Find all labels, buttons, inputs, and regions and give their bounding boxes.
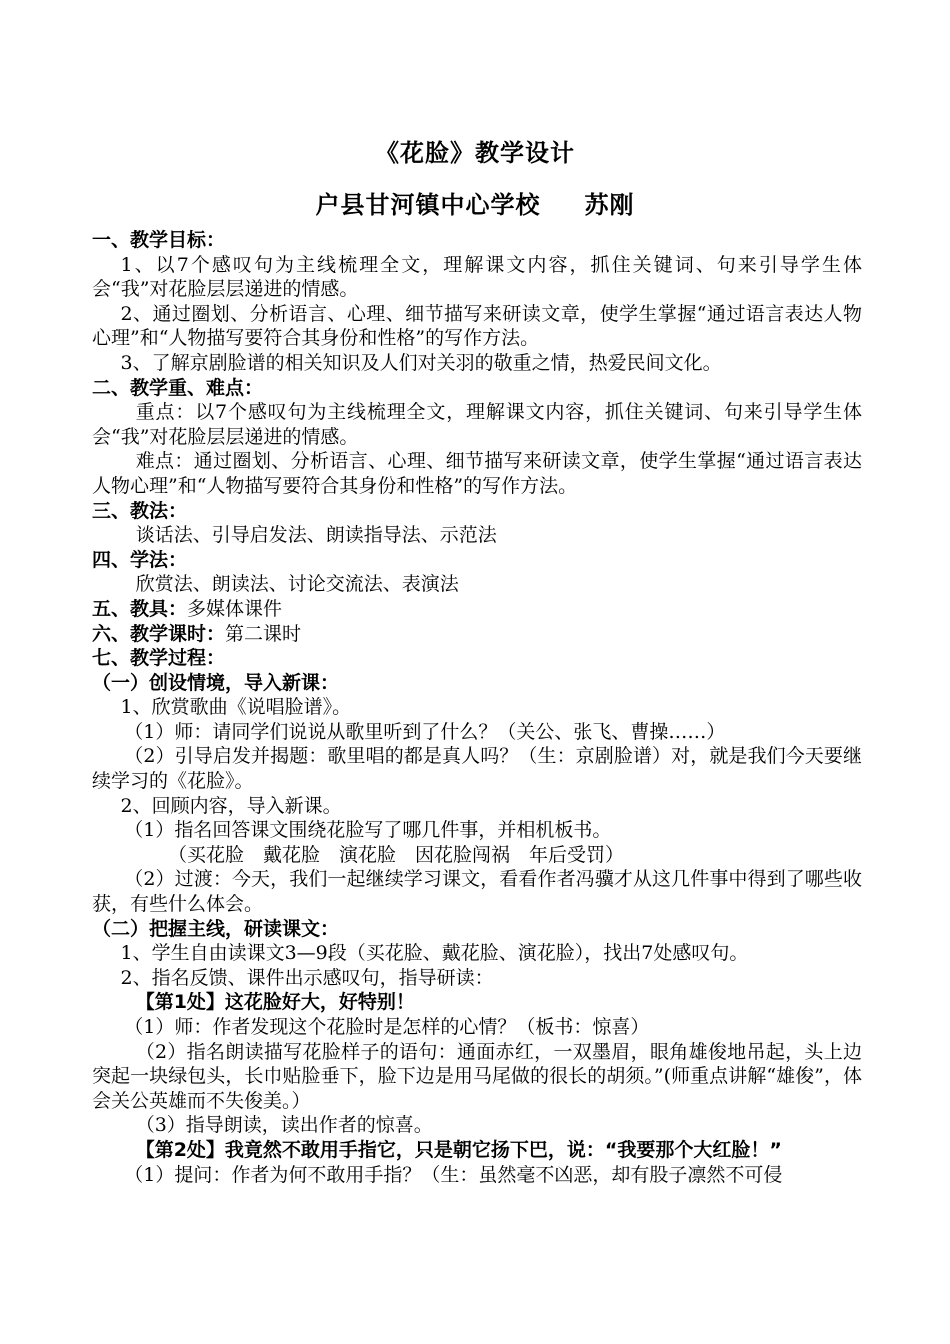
author-line [0, 185, 950, 220]
exclamation-1-text: 这花脸好大，好特别！ [224, 991, 415, 1014]
exclamation-2 [92, 1138, 862, 1163]
exclamation-2-text: 我竟然不敢用手指它，只是朝它扬下巴，说：“我要那个大红脸！” [224, 1138, 782, 1161]
exclamation-2-label: 【第2处】 [135, 1138, 225, 1161]
section-heading-teaching-methods: 三、教法： [92, 499, 188, 522]
part-1-step-1: 1、欣赏歌曲《说唱脸谱》。 [120, 696, 352, 719]
goal-1: 1、以7个感叹句为主线梳理全文，理解课文内容，抓住关键词、句来引导学生体会“我”对花脸层层递进的情感。 [92, 253, 862, 301]
section-heading-key-points: 二、教学重、难点： [92, 376, 264, 399]
exclamation-1-question-3: （3）指导朗读，读出作者的惊喜。 [135, 1114, 433, 1137]
class-hours-text: 第二课时 [225, 622, 302, 645]
document-title: 《花脸》教学设计 [375, 139, 575, 167]
school-name: 户县甘河镇中心学校 [315, 191, 541, 219]
part-1-question-2: （2）引导启发并揭题：歌里唱的都是真人吗？（生：京剧脸谱）对，就是我们今天要继续学习的《花脸》。 [92, 745, 862, 793]
section-teaching-aids [92, 597, 862, 622]
exclamation-1-label: 【第1处】 [135, 991, 225, 1014]
section-heading-process: 七、教学过程： [92, 647, 226, 670]
exclamation-1-question-1: （1）师：作者发现这个花脸时是怎样的心情？（板书：惊喜） [124, 1016, 650, 1038]
section-heading-goals: 一、教学目标： [92, 229, 226, 251]
exclamation-2-question-1: （1）提问：作者为何不敢用手指？（生：虽然毫不凶恶，却有股子凛然不可侵 [124, 1163, 783, 1186]
goal-3: 3、了解京剧脸谱的相关知识及人们对关羽的敬重之情，热爱民间文化。 [120, 351, 722, 374]
difficult-point-text: 难点：通过圈划、分析语言、心理、细节描写来研读文章，使学生掌握“通过语言表达人物心理”和“人物描写要符合其身份和性格”的写作方法。 [92, 450, 862, 497]
part-1-heading: （一）创设情境，导入新课： [92, 671, 340, 694]
author-name: 苏刚 [584, 191, 635, 219]
section-heading-teaching-aids: 五、教具： [92, 597, 188, 620]
part-1-question-1: （1）师：请同学们说说从歌里听到了什么？（关公、张飞、曹操……） [124, 720, 726, 743]
part-2-heading: （二）把握主线，研读课文： [92, 917, 340, 940]
section-class-hours [92, 622, 862, 647]
part-1-step-2: 2、回顾内容，导入新课。 [120, 794, 342, 817]
teaching-aids-text: 多媒体课件 [187, 597, 283, 620]
part-1-question-3: （1）指名回答课文围绕花脸写了哪几件事，并相机板书。 [124, 819, 612, 842]
board-notes: （买花脸 戴花脸 演花脸 因花脸闯祸 年后受罚） [168, 843, 625, 866]
part-1-question-4: （2）过渡：今天，我们一起继续学习课文，看看作者冯骥才从这几件事中得到了哪些收获，有些什么体会。 [92, 868, 862, 916]
part-2-step-1: 1、学生自由读课文3—9段（买花脸、戴花脸、演花脸），找出7处感叹句。 [120, 942, 749, 965]
teaching-methods-text: 谈话法、引导启发法、朗读指导法、示范法 [135, 524, 497, 547]
part-2-step-2: 2、指名反馈、课件出示感叹句，指导研读： [120, 966, 494, 989]
exclamation-1 [92, 990, 862, 1015]
document-body [92, 228, 862, 1187]
key-point-text: 重点：以7个感叹句为主线梳理全文，理解课文内容，抓住关键词、句来引导学生体会“我”对花脸层层递进的情感。 [92, 401, 862, 448]
learning-methods-text: 欣赏法、朗读法、讨论交流法、表演法 [135, 573, 459, 596]
exclamation-1-question-2: （2）指名朗读描写花脸样子的语句：通面赤红，一双墨眉，眼角雄俊地吊起，头上边突起一块绿包头，长巾贴脸垂下，脸下边是用马尾做的很长的胡须。”(师重点讲解“雄俊”，体会关公英雄而不失俊美。） [92, 1040, 862, 1112]
goal-2: 2、通过圈划、分析语言、心理、细节描写来研读文章，使学生掌握“通过语言表达人物心理”和“人物描写要符合其身份和性格”的写作方法。 [92, 302, 862, 350]
section-heading-class-hours: 六、教学课时： [92, 622, 226, 645]
section-heading-learning-methods: 四、学法： [92, 548, 188, 571]
